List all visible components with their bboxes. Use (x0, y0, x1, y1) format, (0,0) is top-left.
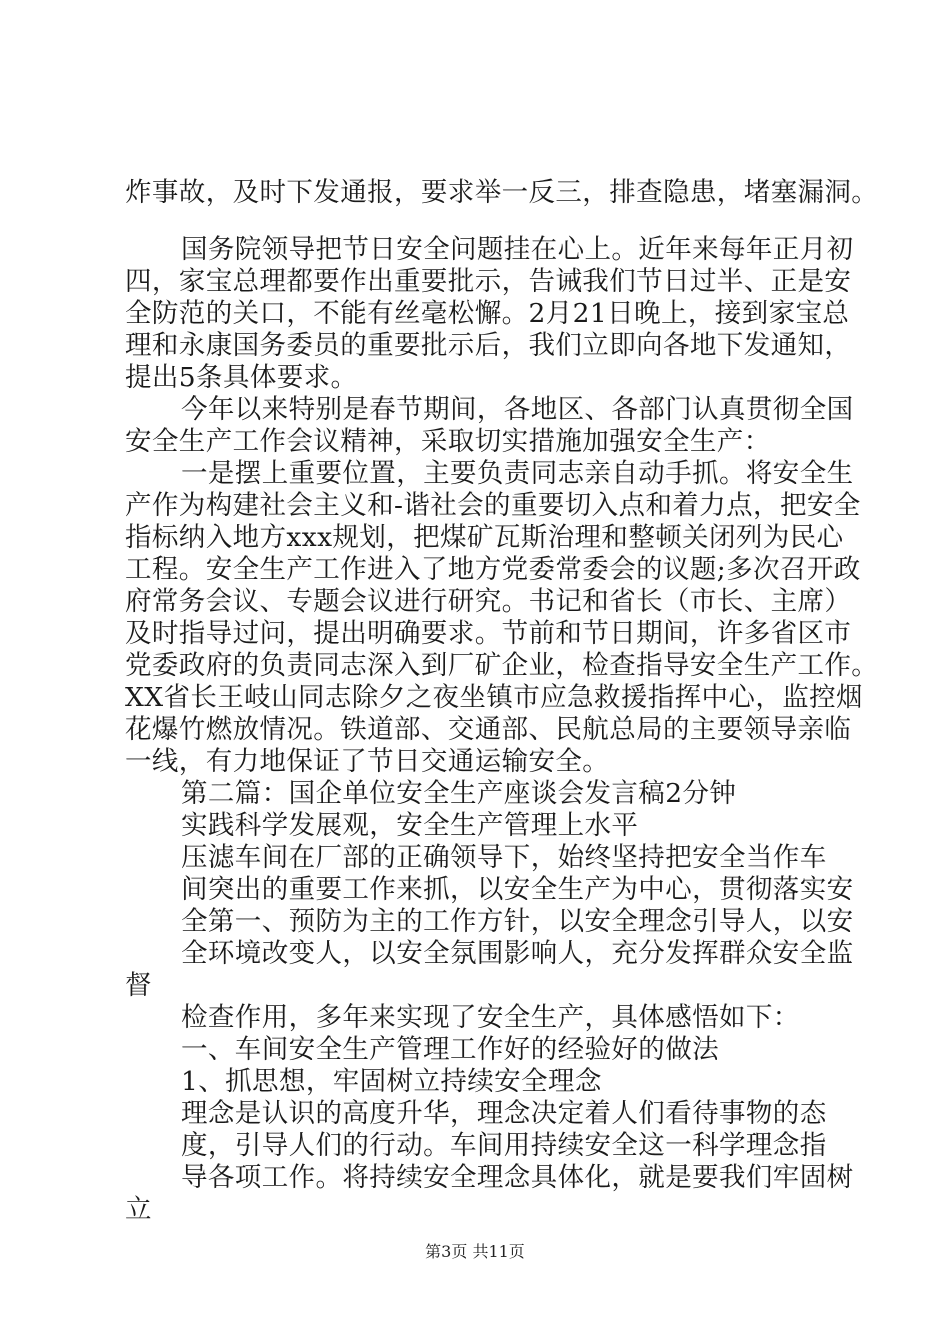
text-line: 检查作用，多年来实现了安全生产，具体感悟如下： (181, 1002, 800, 1033)
text-line: 提出5条具体要求。 (125, 362, 358, 393)
page-number: 第3页 共11页 (425, 1242, 525, 1261)
text-line: 理念是认识的高度升华，理念决定着人们看待事物的态 (181, 1098, 827, 1129)
text-line: 工程。安全生产工作进入了地方党委常委会的议题;多次召开政 (125, 554, 861, 585)
text-line: 产作为构建社会主义和-谐社会的重要切入点和着力点，把安全 (125, 490, 861, 521)
text-line: 间突出的重要工作来抓，以安全生产为中心，贯彻落实安 (181, 874, 854, 905)
text-line: 及时指导过问，提出明确要求。节前和节日期间，许多省区市 (125, 618, 852, 649)
text-line: XX省长王岐山同志除夕之夜坐镇市应急救援指挥中心，监控烟 (125, 682, 863, 713)
text-line: 导各项工作。将持续安全理念具体化，就是要我们牢固树 (181, 1162, 854, 1193)
text-line: 全第一、预防为主的工作方针，以安全理念引导人，以安 (181, 906, 854, 937)
text-line: 压滤车间在厂部的正确领导下，始终坚持把安全当作车 (181, 842, 827, 873)
text-line: 全防范的关口，不能有丝毫松懈。2月21日晚上，接到家宝总 (125, 298, 850, 329)
text-line: 全环境改变人，以安全氛围影响人，充分发挥群众安全监 (181, 938, 854, 969)
text-line: 指标纳入地方xxx规划，把煤矿瓦斯治理和整顿关闭列为民心 (125, 522, 844, 553)
text-line: 一线，有力地保证了节日交通运输安全。 (125, 746, 610, 777)
text-line: 立 (125, 1194, 152, 1225)
text-line: 党委政府的负责同志深入到厂矿企业，检查指导安全生产工作。 (125, 650, 879, 681)
text-line: 今年以来特别是春节期间，各地区、各部门认真贯彻全国 (181, 394, 854, 425)
text-line: 四，家宝总理都要作出重要批示，告诫我们节日过半、正是安 (125, 266, 852, 297)
text-line: 炸事故，及时下发通报，要求举一反三，排查隐患，堵塞漏洞。 (125, 177, 879, 208)
text-line: 督 (125, 970, 152, 1001)
text-line: 度，引导人们的行动。车间用持续安全这一科学理念指 (181, 1130, 827, 1161)
text-line: 国务院领导把节日安全问题挂在心上。近年来每年正月初 (181, 234, 854, 265)
text-line: 一是摆上重要位置，主要负责同志亲自动手抓。将安全生 (181, 458, 854, 489)
section-subtitle: 实践科学发展观，安全生产管理上水平 (181, 810, 639, 841)
text-line: 花爆竹燃放情况。铁道部、交通部、民航总局的主要领导亲临 (125, 714, 852, 745)
text-line: 府常务会议、专题会议进行研究。书记和省长（市长、主席） (125, 586, 852, 617)
text-line: 理和永康国务委员的重要批示后，我们立即向各地下发通知， (125, 330, 852, 361)
text-line: 安全生产工作会议精神，采取切实措施加强安全生产： (125, 426, 771, 457)
section-heading: 第二篇：国企单位安全生产座谈会发言稿2分钟 (181, 778, 737, 809)
text-line: 一、车间安全生产管理工作好的经验好的做法 (181, 1034, 719, 1065)
text-line: 1、抓思想，牢固树立持续安全理念 (181, 1066, 602, 1097)
